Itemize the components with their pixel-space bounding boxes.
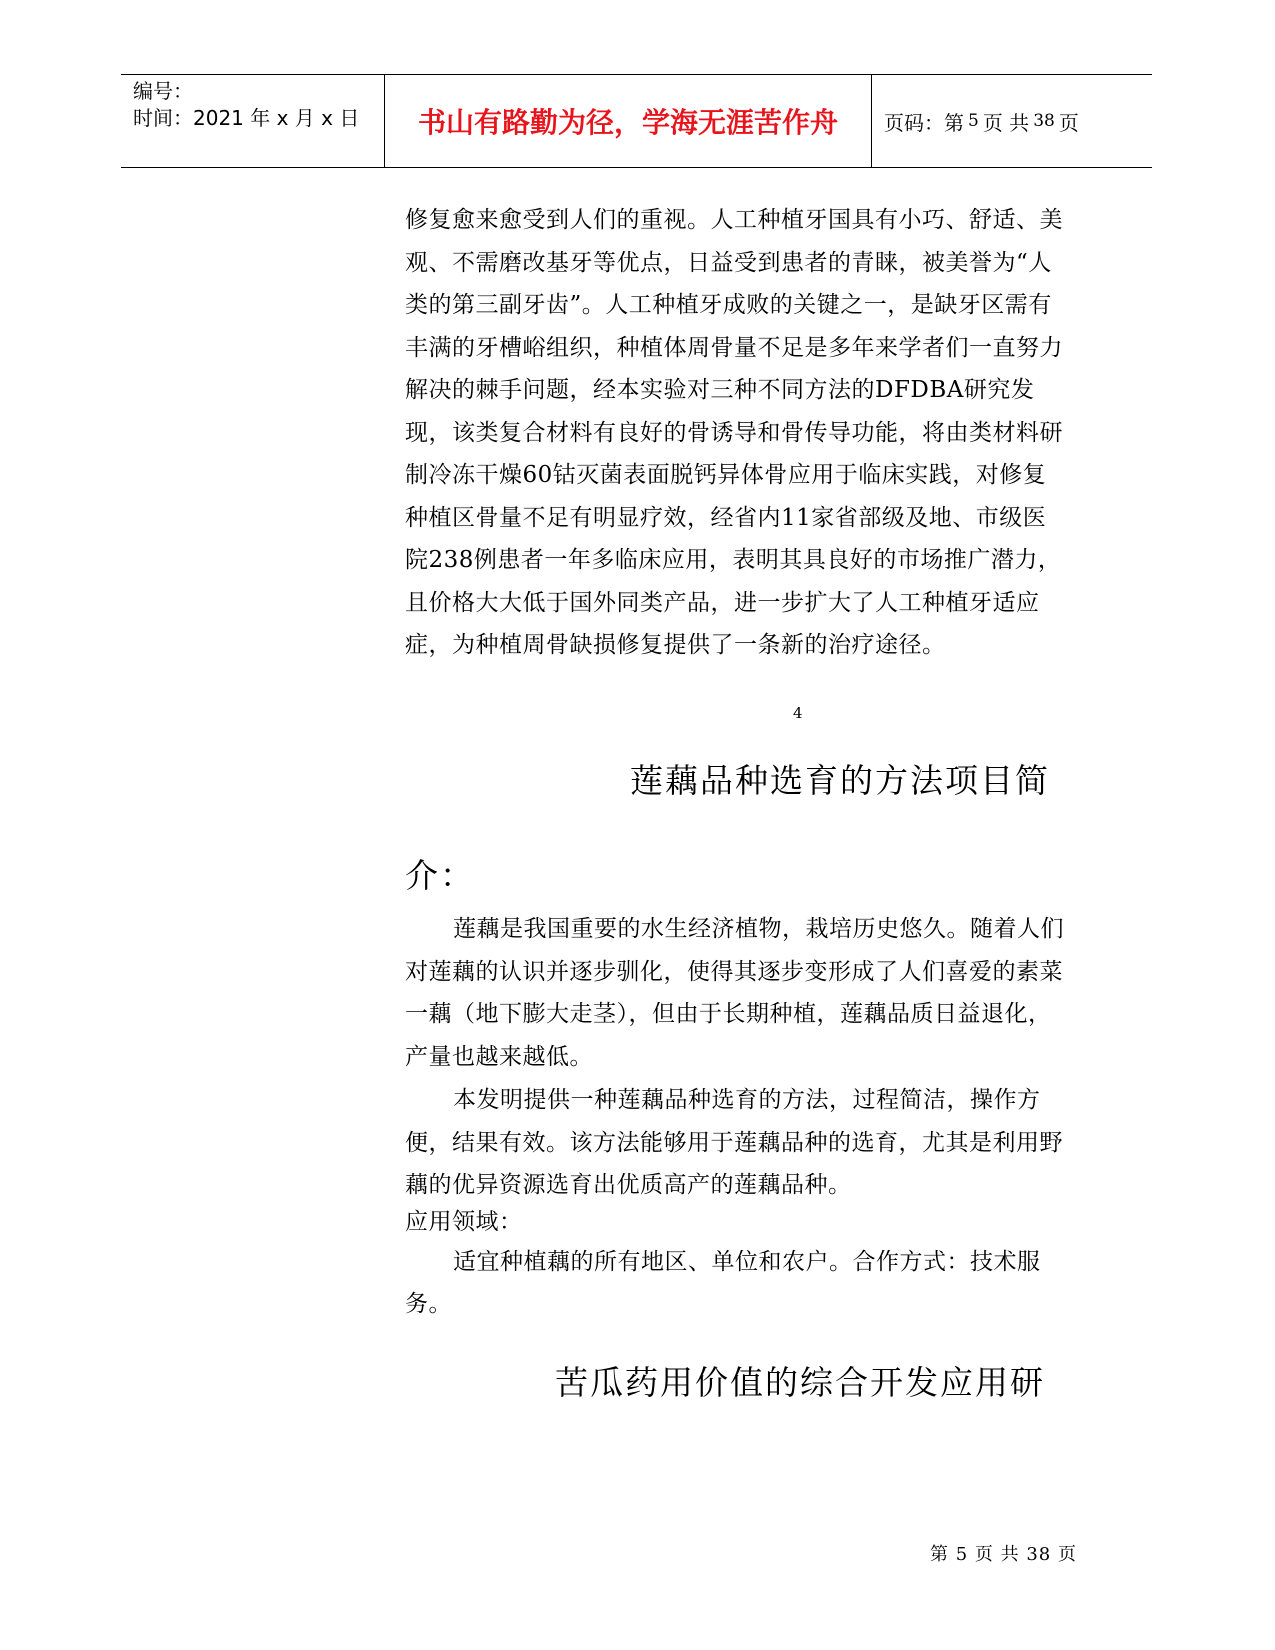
header-page-prefix: 页码：第 — [884, 110, 964, 135]
section2-title — [405, 760, 1050, 897]
page-footer: 第 5 页 共 38 页 — [930, 1544, 1077, 1565]
header-meta — [121, 75, 385, 167]
section2-title-line2: 介： — [405, 856, 475, 895]
header-page-current: 5 — [968, 111, 979, 131]
header-page-mid: 页 共 — [982, 110, 1030, 135]
section2-paragraph-3: 适宜种植藕的所有地区、单位和农户。合作方式：技术服务。 — [405, 1248, 1041, 1317]
section2-field-label: 应用领域： — [405, 1208, 523, 1235]
header-motto: 书山有路勤为径，学海无涯苦作舟 — [385, 75, 872, 167]
section3-title: 苦瓜药用价值的综合开发应用研 — [555, 1363, 1045, 1402]
header-number-label: 编号： — [133, 79, 193, 103]
page-header — [121, 74, 1152, 168]
section2-body — [405, 908, 1065, 1326]
section1-body — [405, 199, 1065, 667]
header-page-info — [872, 75, 1152, 167]
section1-paragraph: 修复愈来愈受到人们的重视。人工种植牙国具有小巧、舒适、美观、不需磨改基牙等优点，日益受到患者的青睐，被美誉为“人类的第三副牙齿”。人工种植牙成败的关键之一，是缺牙区需有丰满的牙槽峪组织，种植体周骨量不足是多年来学者们一直努力解决的棘手问题，经本实验对三种不同方法的DFDBA研究发现，该类复合材料有良好的骨诱导和骨传导功能，将由类材料研制冷冻干燥60钴灭菌表面脱钙异体骨应用于临床实践，对修复种植区骨量不足有明显疗效，经省内11家省部级及地、市级医院238例患者一年多临床应用，表明其具良好的市场推广潜力，且价格大大低于国外同类产品，进一步扩大了人工种植牙适应症，为种植周骨缺损修复提供了一条新的治疗途径。 — [405, 207, 1063, 658]
section2-paragraph-2: 本发明提供一种莲藕品种选育的方法，过程简洁，操作方便，结果有效。该方法能够用于莲藕品种的选育，尤其是利用野藕的优异资源选育出优质高产的莲藕品种。 — [405, 1087, 1063, 1198]
header-page-total: 38 — [1033, 111, 1055, 131]
section2-paragraph-1: 莲藕是我国重要的水生经济植物，栽培历史悠久。随着人们对莲藕的认识并逐步驯化，使得其逐步变形成了人们喜爱的素菜一藕（地下膨大走茎），但由于长期种植，莲藕品质日益退化，产量也越来越低。 — [405, 916, 1064, 1070]
section1-page-marker: 4 — [793, 704, 803, 722]
header-date: 时间：2021 年 x 月 x 日 — [133, 106, 360, 130]
section2-title-line1: 莲藕品种选育的方法项目简 — [630, 761, 1050, 800]
header-page-suffix: 页 — [1058, 110, 1079, 135]
